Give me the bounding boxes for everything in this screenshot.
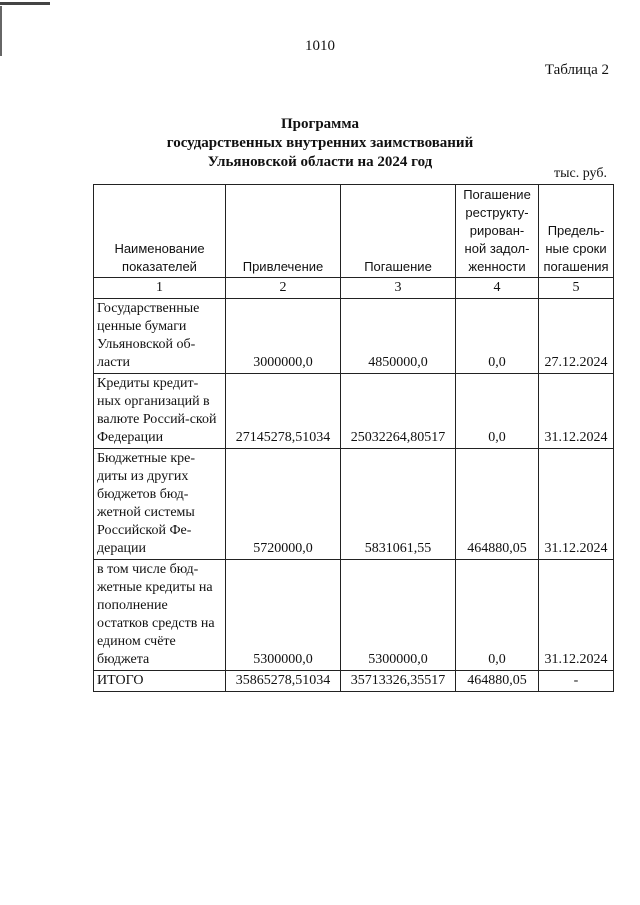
row-deadline: 31.12.2024 — [539, 560, 614, 671]
header-deadline: Предель-ные сроки погашения — [539, 185, 614, 278]
table-row — [94, 374, 614, 449]
row-name: Бюджетные кре-диты из других бюджетов бюд-жетной системы Российской Фе-дерации — [94, 449, 226, 560]
row-attraction: 5720000,0 — [226, 449, 341, 560]
row-deadline: 31.12.2024 — [539, 374, 614, 449]
column-number: 2 — [226, 278, 341, 299]
table-header-row — [94, 185, 614, 278]
row-repayment: 5300000,0 — [341, 560, 456, 671]
header-attraction: Привлечение — [226, 185, 341, 278]
row-repayment: 25032264,80517 — [341, 374, 456, 449]
header-indicator-name: Наименование показателей — [94, 185, 226, 278]
row-restructured: 464880,05 — [456, 671, 539, 692]
row-name: ИТОГО — [94, 671, 226, 692]
row-deadline: - — [539, 671, 614, 692]
scan-mark — [0, 2, 50, 5]
row-deadline: 31.12.2024 — [539, 449, 614, 560]
row-name: Государственные ценные бумаги Ульяновской об-ласти — [94, 299, 226, 374]
column-number: 5 — [539, 278, 614, 299]
row-name: Кредиты кредит-ных организаций в валюте Россий-ской Федерации — [94, 374, 226, 449]
title-line-2: государственных внутренних заимствований — [166, 135, 474, 151]
row-repayment: 35713326,35517 — [341, 671, 456, 692]
row-deadline: 27.12.2024 — [539, 299, 614, 374]
row-restructured: 464880,05 — [456, 449, 539, 560]
row-restructured: 0,0 — [456, 374, 539, 449]
table-row — [94, 560, 614, 671]
column-number: 3 — [341, 278, 456, 299]
table-total-row — [94, 671, 614, 692]
page-number: 1010 — [305, 38, 335, 54]
row-attraction: 5300000,0 — [226, 560, 341, 671]
borrowing-program-table — [93, 184, 614, 692]
row-attraction: 3000000,0 — [226, 299, 341, 374]
table-row — [94, 449, 614, 560]
header-restructured-repayment: Погашение реструкту-рирован-ной задол-женности — [456, 185, 539, 278]
row-restructured: 0,0 — [456, 299, 539, 374]
document-title — [0, 115, 640, 172]
table-row — [94, 299, 614, 374]
title-line-3: Ульяновской области на 2024 год — [207, 154, 433, 170]
row-name: в том числе бюд-жетные кредиты на пополнение остатков средств на едином счёте бюджета — [94, 560, 226, 671]
table-label: Таблица 2 — [544, 62, 609, 78]
row-repayment: 4850000,0 — [341, 299, 456, 374]
column-number-row — [94, 278, 614, 299]
header-repayment: Погашение — [341, 185, 456, 278]
column-number: 4 — [456, 278, 539, 299]
column-number: 1 — [94, 278, 226, 299]
row-restructured: 0,0 — [456, 560, 539, 671]
units-label: тыс. руб. — [554, 166, 607, 181]
row-attraction: 27145278,51034 — [226, 374, 341, 449]
row-attraction: 35865278,51034 — [226, 671, 341, 692]
row-repayment: 5831061,55 — [341, 449, 456, 560]
title-line-1: Программа — [281, 116, 359, 132]
